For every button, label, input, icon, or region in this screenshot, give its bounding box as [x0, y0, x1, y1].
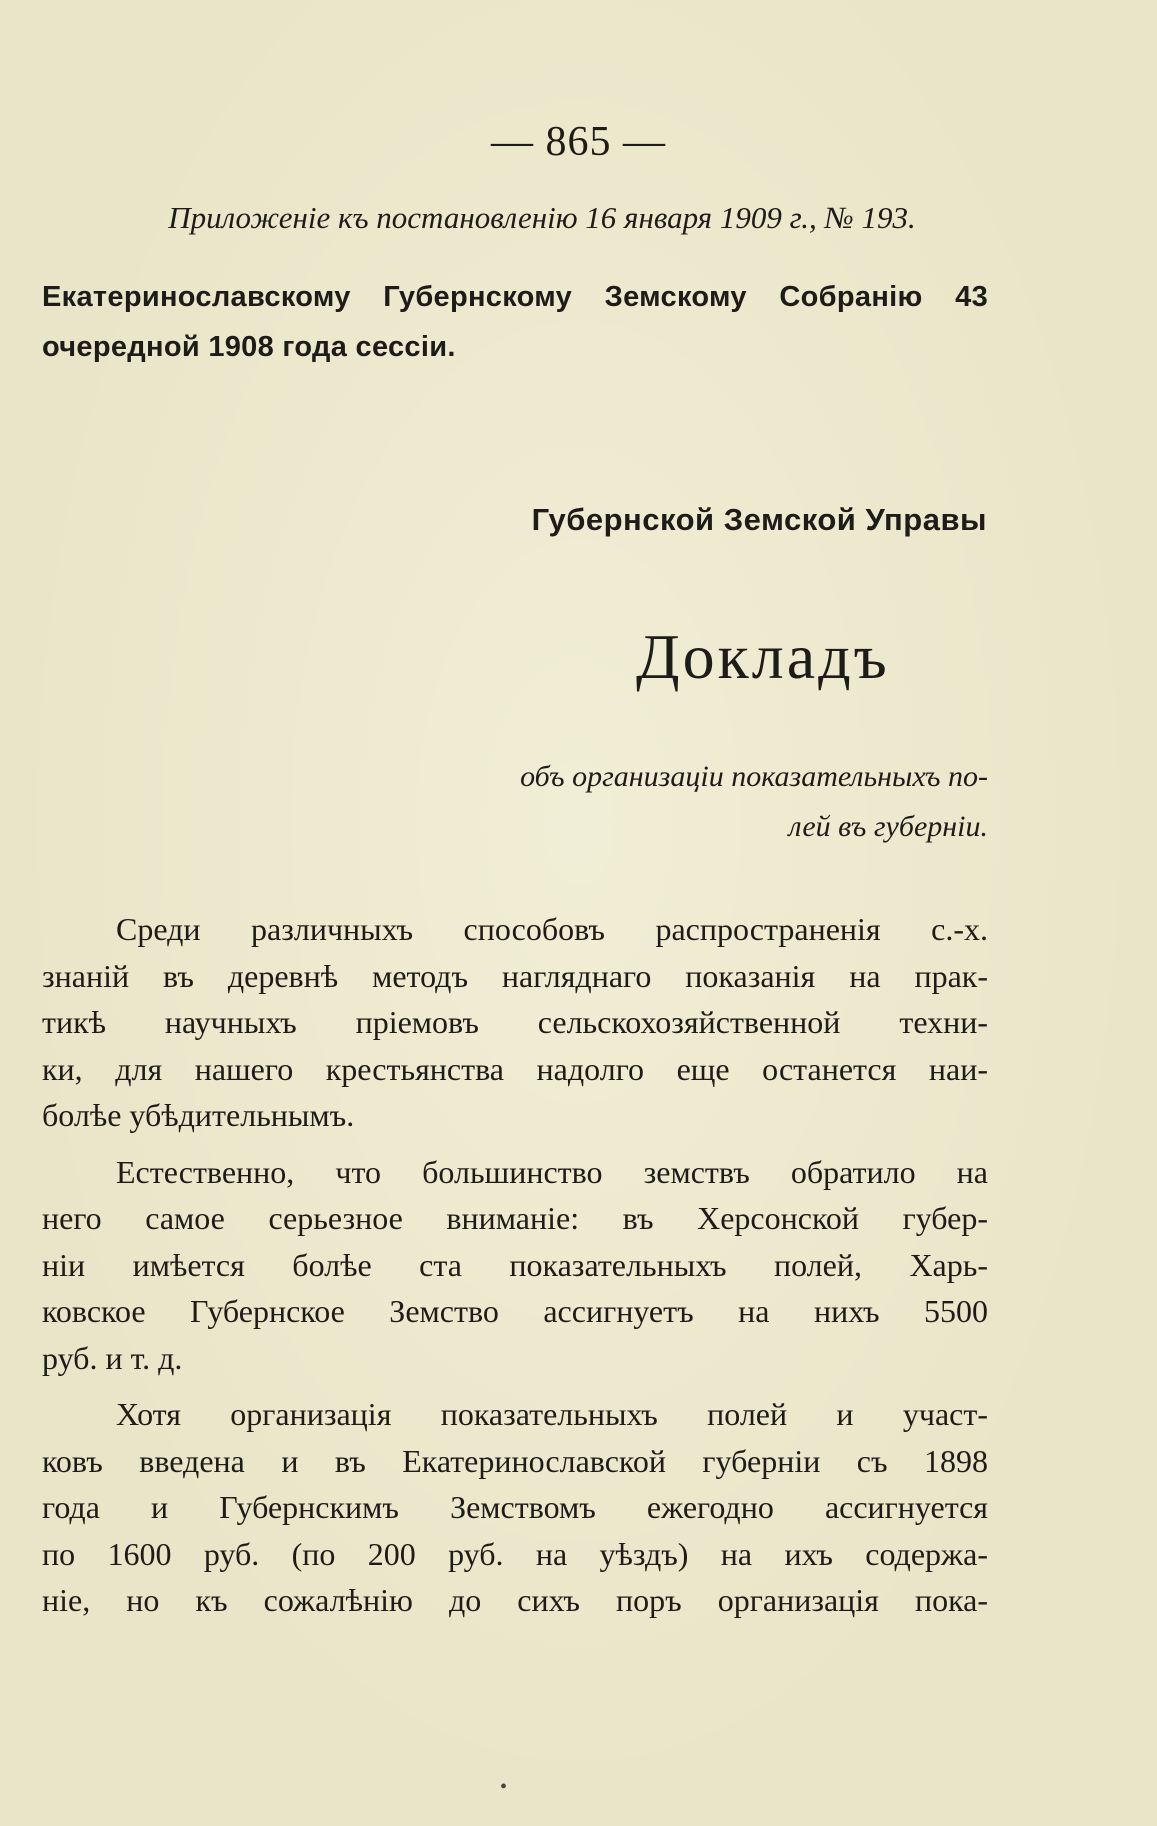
text-line: болѣе убѣдительнымъ. [42, 1097, 355, 1133]
paragraph [42, 906, 988, 1139]
body-text [42, 906, 988, 1634]
text-line: ковское Губернское Земство ассигнуетъ на нихъ 5500 [42, 1293, 988, 1329]
paragraph [42, 1391, 988, 1624]
text-line: него самое серьезное вниманiе: въ Херсонской губер- [42, 1200, 988, 1236]
page-number: — 865 — [491, 119, 666, 165]
text-line: ки, для нашего крестьянства надолго еще останется наи- [42, 1050, 988, 1087]
text-line: Естественно, что большинство земствъ обратило на [116, 1153, 988, 1190]
text-line: года и Губернскимъ Земствомъ ежегодно ассигнуется [42, 1489, 988, 1525]
paragraph [42, 1149, 988, 1382]
text-line: Среди различныхъ способовъ распространенiя с.-х. [116, 911, 988, 947]
text-line: Хотя организацiя показательныхъ полей и участ- [116, 1396, 988, 1432]
text-line: руб. и т. д. [42, 1339, 183, 1376]
text-line: ковъ введена и въ Екатеринославской губернiи съ 1898 [42, 1442, 988, 1479]
text-line: знанiй въ деревнѣ методъ нагляднаго показанiя на прак- [42, 957, 988, 994]
text-line: по 1600 руб. (по 200 руб. на уѣздъ) на ихъ содержа- [42, 1535, 988, 1572]
text-line: нiи имѣется болѣе ста показательныхъ полей, Харь- [42, 1246, 988, 1283]
subject-heading [436, 752, 988, 852]
appendix-note: Приложенiе къ постановленiю 16 января 1909 г., № 193. [168, 200, 916, 235]
text-line: нiе, но къ сожалѣнiю до сихъ поръ организацiя пока- [42, 1582, 988, 1618]
subject-line: объ организацiи показательныхъ по- [520, 760, 988, 793]
footer-mark: • [500, 1776, 508, 1798]
document-title: Докладъ [636, 621, 890, 692]
assembly-heading: Екатеринославскому Губернскому Земскому Собранiю 43 очередной 1908 года сессiи. [42, 281, 988, 363]
subject-line: лей въ губернiи. [788, 810, 988, 843]
text-line: тикѣ научныхъ прiемовъ сельскохозяйственной техни- [42, 1004, 988, 1040]
board-heading: Губернской Земской Управы [531, 502, 987, 537]
